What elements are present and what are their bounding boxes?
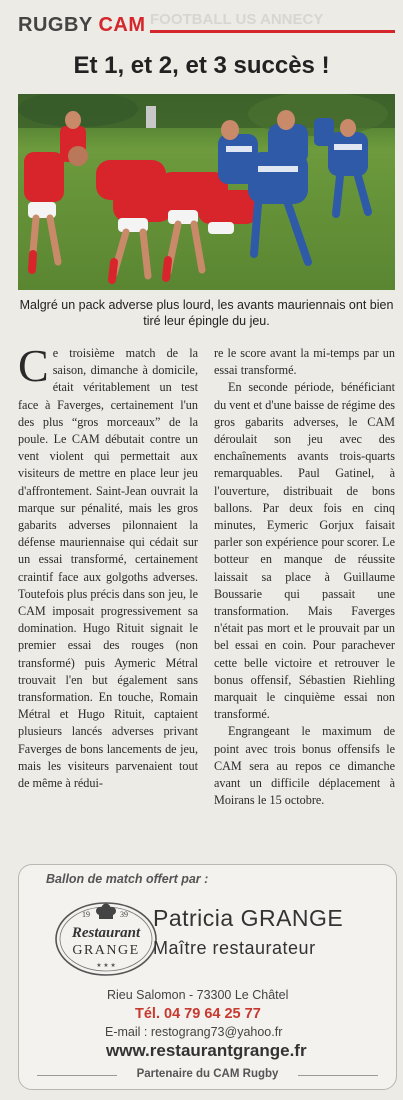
logo-year-right: 39 — [120, 910, 128, 919]
scrum-illustration — [18, 94, 395, 290]
article-column-2 — [214, 345, 395, 809]
logo-restaurant-word: Restaurant — [71, 925, 141, 941]
rubric-sport: RUGBY — [18, 14, 93, 36]
article-paragraph: Engrangeant le maximum de point avec trois bonus offensifs le CAM sera au repos ce dimanche avant un difficile déplacement à Moirans le 15 octobre. — [214, 724, 395, 808]
partner-rule-right — [298, 1075, 378, 1076]
logo-stars-icon: ★ ★ ★ — [96, 963, 116, 969]
sponsor-name: Patricia GRANGE — [153, 905, 344, 931]
article-headline: Et 1, et 2, et 3 succès ! — [73, 52, 330, 79]
ad-header: Ballon de match offert par : — [46, 872, 209, 886]
article-paragraph: En seconde période, bénéficiant du vent et d'une baisse de régime des gros gabarits adverses, le CAM déroulait son jeu avec des enchaînements avants trois-quarts remarquables. Paul Gatinel, à l'ouverture, distribuait de bons ballons. Par deux fois en cinq minutes, Eymeric Gorjux faisait parler son expérience pour scorer. Le botteur en manque de réussite laissait sa place à Guillaume Boussarie qui passait une transformation. Mais Faverges n'était pas mort et le prouvait par un bel essai en coin. Pour parachever cette belle victoire et retrouver le bonus offensif, Sébastien Riehling marquait le cinquième essai non transformé. — [214, 380, 395, 722]
article-paragraph: re le score avant la mi-temps par un essai transformé. — [214, 346, 395, 378]
sponsor-phone: Tél. 04 79 64 25 77 — [135, 1006, 261, 1022]
rugby-scrum-photo — [18, 94, 395, 290]
rubric-rule — [150, 30, 395, 33]
partner-label: Partenaire du CAM Rugby — [136, 1068, 279, 1080]
sponsor-address: Rieu Salomon - 73300 Le Châtel — [107, 988, 289, 1002]
sponsor-advertisement — [18, 864, 397, 1090]
sponsor-website: www.restaurantgrange.fr — [106, 1041, 307, 1060]
photo-caption: Malgré un pack adverse plus lourd, les avants mauriennais ont bien tiré leur épingle du jeu. — [19, 298, 394, 328]
restaurant-logo — [52, 895, 160, 977]
logo-grange-word: GRANGE — [72, 943, 140, 958]
sponsor-email: E-mail : restograng73@yahoo.fr — [105, 1025, 283, 1039]
section-rubric — [18, 14, 145, 38]
sponsor-role: Maître restaurateur — [153, 938, 316, 958]
chef-hat-icon — [96, 904, 116, 920]
drop-cap: C — [18, 340, 49, 391]
article-col1-text: e troisième match de la saison, dimanche à domicile, était véritablement un test face à Faverges, certainement l'un des plus “gros morceaux” de la poule. Le CAM débutait contre un vent violent qui permettait aux visiteurs de mettre en place leur jeu d'affrontement. Saint-Jean ouvrait la marque sur pénalité, mais les gros gabarits adverses pilonnaient la défense mauriennaise qui cédait sur un essai transformé, certainement craintif face aux golgoths adverses. Toutefois plus précis dans son jeu, le CAM imposait progressivement sa domination. Hugo Rituit signait le premier essai des rouges (non transformé) puis Aymeric Métral trouvait l'en but également sans transformation. En touche, Romain Métral et Hugo Rituit, captaient plusieurs lancés adverses privant Faverges de bons lancements de jeu, mais les visiteurs parvenaient tout de même à rédui- — [18, 346, 198, 791]
logo-year-left: 19 — [82, 910, 90, 919]
article-column-1 — [18, 340, 198, 792]
rubric-club: CAM — [98, 14, 146, 36]
faded-adjacent-rubric: FOOTBALL US ANNECY — [150, 11, 324, 28]
